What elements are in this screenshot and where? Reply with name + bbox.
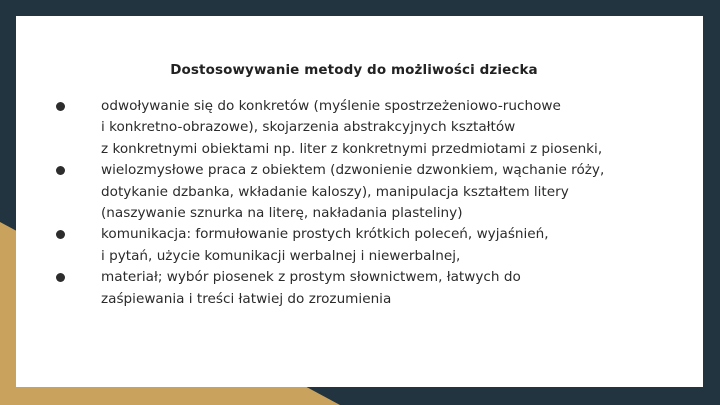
bullet-text-line: materiał; wybór piosenek z prostym słownictwem, łatwych do — [101, 269, 521, 286]
bullet-dot-icon — [56, 273, 65, 282]
list-item — [48, 160, 678, 224]
list-item — [48, 96, 678, 160]
bullet-text-line: i konkretno-obrazowe), skojarzenia abstrakcyjnych kształtów — [101, 119, 516, 136]
bullet-list — [48, 96, 678, 310]
bullet-text-line: komunikacja: formułowanie prostych krótkich poleceń, wyjaśnień, — [101, 226, 549, 243]
bullet-text-line: odwoływanie się do konkretów (myślenie spostrzeżeniowo-ruchowe — [101, 98, 561, 114]
bullet-text-line: z konkretnymi obiektami np. liter z konkretnymi przedmiotami z piosenki, — [101, 140, 603, 157]
bullet-text-line: i pytań, użycie komunikacji werbalnej i niewerbalnej, — [101, 247, 461, 264]
bullet-text-line: dotykanie dzbanka, wkładanie kaloszy), manipulacja kształtem litery — [101, 183, 569, 200]
bullet-text-line: zaśpiewania i treści łatwiej do zrozumienia — [101, 290, 392, 307]
bullet-dot-icon — [56, 102, 65, 111]
slide-title: Dostosowywanie metody do możliwości dziecka — [170, 62, 538, 78]
bullet-text-line: (naszywanie sznurka na literę, nakładania plasteliny) — [101, 205, 463, 222]
list-item — [48, 224, 678, 267]
bullet-dot-icon — [56, 230, 65, 239]
list-item — [48, 267, 678, 310]
bullet-text-line: wielozmysłowe praca z obiektem (dzwonienie dzwonkiem, wąchanie róży, — [101, 162, 605, 179]
bullet-dot-icon — [56, 166, 65, 175]
